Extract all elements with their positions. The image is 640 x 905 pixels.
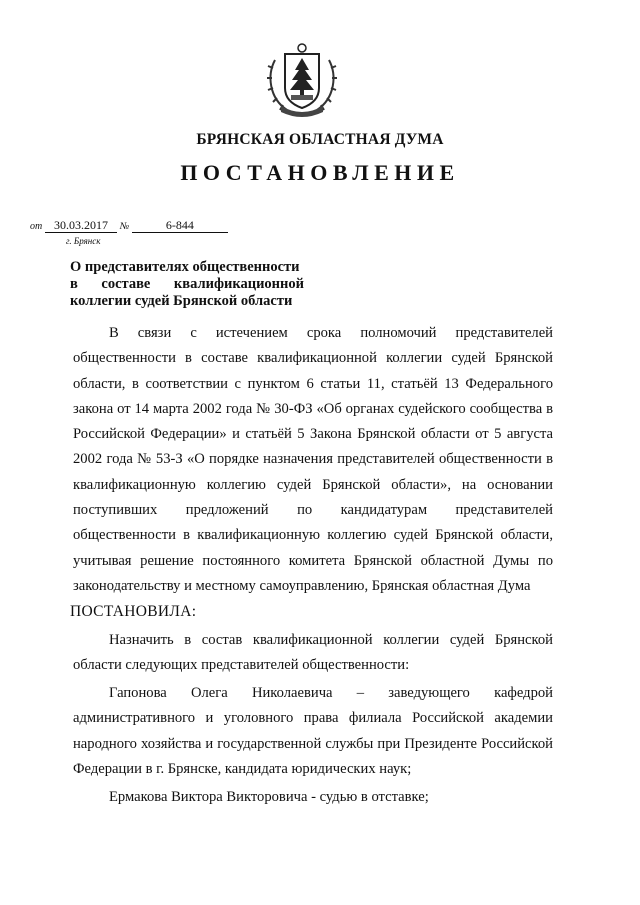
preamble-line: общественности в квалификационную коллегию судей Брянской области,	[73, 527, 553, 544]
member-paragraph	[73, 785, 553, 810]
member-paragraph	[73, 681, 553, 782]
appoint-line: области следующих представителей общественности:	[73, 656, 410, 673]
appoint-paragraph	[73, 628, 553, 679]
coat-of-arms-icon	[265, 40, 339, 120]
member-line: Ермакова Виктора Викторовича - судью в отставке;	[109, 789, 429, 806]
preamble-line: В связи с истечением срока полномочий представителей	[109, 325, 553, 341]
number-label: №	[119, 221, 130, 232]
document-type-title: ПОСТАНОВЛЕНИЕ	[180, 160, 460, 185]
member-line: административного и уголовного права филиала Российской академии	[73, 710, 553, 727]
document-meta	[30, 219, 228, 233]
preamble-line: квалификационную коллегию судей Брянской области», на основании	[73, 476, 553, 493]
preamble-line: 2002 года № 53-З «О порядке назначения представителей общественности в	[73, 451, 553, 468]
member-line: народного хозяйства и государственной службы при Президенте Российской	[73, 735, 553, 752]
preamble-line: поступивших предложений по кандидатурам представителей	[73, 502, 553, 519]
preamble-paragraph	[73, 321, 553, 599]
preamble-line: учитывая решение постоянного комитета Брянской областной Думы по	[73, 552, 553, 569]
preamble-line: общественности в составе квалификационной коллегии судей Брянской	[73, 350, 553, 367]
preamble-line: области, в соответствии с пунктом 6 статьи 11, статьёй 13 Федерального	[73, 375, 553, 392]
document-city: г. Брянск	[66, 236, 101, 246]
subject-line: коллегии судей Брянской области	[70, 293, 293, 309]
document-subject	[70, 259, 304, 310]
subject-line: в составе квалификационной	[70, 276, 304, 292]
preamble-line: закона от 14 марта 2002 года № 30-ФЗ «Об органах судейского сообщества в	[73, 400, 553, 417]
preamble-line: законодательству и местному самоуправлению, Брянская областная Дума	[73, 577, 531, 594]
document-date: 30.03.2017	[45, 219, 117, 233]
document-number: 6-844	[132, 219, 228, 233]
resolution-heading: ПОСТАНОВИЛА:	[70, 603, 197, 621]
organization-title: БРЯНСКАЯ ОБЛАСТНАЯ ДУМА	[196, 131, 444, 148]
member-line: Федерации в г. Брянске, кандидата юридических наук;	[73, 761, 412, 778]
document-body	[70, 321, 553, 811]
date-label: от	[30, 221, 43, 232]
appoint-line: Назначить в состав квалификационной коллегии судей Брянской	[109, 631, 553, 648]
member-line: Гапонова Олега Николаевича – заведующего кафедрой	[109, 685, 553, 702]
preamble-line: Российской Федерации» и статьёй 5 Закона Брянской области от 5 августа	[73, 426, 553, 443]
subject-line: О представителях общественности	[70, 259, 300, 275]
